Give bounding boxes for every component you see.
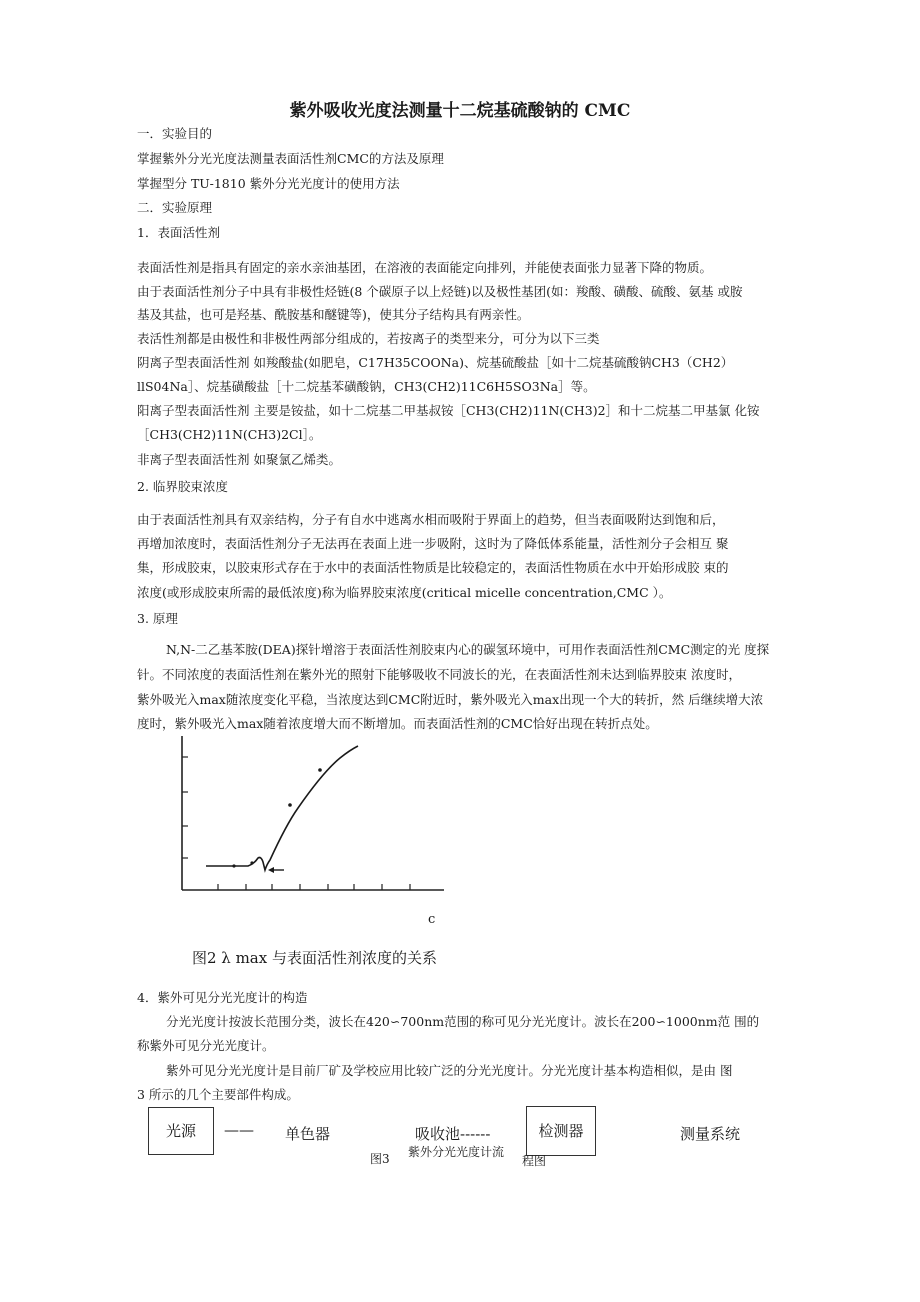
paragraph-line: 掌握型分 TU-1810 紫外分光光度计的使用方法	[137, 176, 400, 191]
x-ticks	[218, 884, 410, 890]
paragraph-line: N,N-二乙基苯胺(DEA)探针增溶于表面活性剂胶束内心的碳氢环境中，可用作表面活性剂CMC测定的光 度探	[166, 642, 770, 657]
section-heading-principle: 二．实验原理	[137, 200, 213, 215]
paragraph-line: 3 所示的几个主要部件构成。	[137, 1087, 299, 1102]
subsection-heading-theory: 3. 原理	[137, 611, 178, 626]
data-point	[232, 864, 235, 867]
paragraph-line: 分光光度计按波长范围分类，波长在420∽700nm范围的称可见分光光度计。波长在200∽1000nm范 围的	[166, 1014, 760, 1029]
light-source-box: 光源	[148, 1107, 214, 1155]
figure-3-caption-suffix: 程图	[522, 1154, 547, 1168]
connector-dash: ——	[224, 1121, 254, 1139]
paragraph-line: 紫外吸光入max随浓度变化平稳，当浓度达到CMC附近时，紫外吸光入max出现一个大的转折，然 后继续增大浓	[137, 692, 764, 707]
data-point	[250, 861, 253, 864]
data-point	[288, 803, 292, 807]
y-ticks	[182, 757, 188, 858]
detector-box: 检测器	[526, 1106, 596, 1156]
figure-3-caption-number: 图3	[370, 1152, 390, 1166]
paragraph-line: 再增加浓度时，表面活性剂分子无法再在表面上进一步吸附，这时为了降低体系能量，活性剂分子会相互 聚	[137, 536, 729, 551]
paragraph-line: 针。不同浓度的表面活性剂在紫外光的照射下能够吸收不同波长的光，在表面活性剂未达到临界胶束 浓度时，	[137, 667, 741, 682]
paragraph-line: llS04Na］、烷基磺酸盐［十二烷基苯磺酸钠，CH3(CH2)11C6H5SO3Na］等。	[137, 379, 596, 394]
subsection-heading-surfactant: 1．表面活性剂	[137, 225, 220, 240]
figure-2-caption: 图2 λ max 与表面活性剂浓度的关系	[192, 949, 437, 967]
cuvette-label: 吸收池------	[415, 1125, 491, 1143]
paragraph-line: 表面活性剂是指具有固定的亲水亲油基团，在溶液的表面能定向排列，并能使表面张力显著下降的物质。	[137, 260, 713, 275]
data-point	[318, 768, 322, 772]
paragraph-line: 称紫外可见分光光度计。	[137, 1038, 275, 1053]
paragraph-line: 阳离子型表面活性剂 主要是铵盐，如十二烷基二甲基叔铵［CH3(CH2)11N(CH3)2］和十二烷基二甲基氯 化铵	[137, 403, 760, 418]
paragraph-line: 由于表面活性剂具有双亲结构，分子有自水中逃离水相而吸附于界面上的趋势，但当表面吸附达到饱和后，	[137, 512, 725, 527]
paragraph-line: 表活性剂都是由极性和非极性两部分组成的，若按离子的类型来分，可分为以下三类	[137, 331, 600, 346]
subsection-heading-spectrophotometer: 4．紫外可见分光光度计的构造	[137, 990, 308, 1005]
paragraph-line: 集，形成胶束，以胶束形式存在于水中的表面活性物质是比较稳定的，表面活性物质在水中开始形成胶 束的	[137, 560, 729, 575]
paragraph-line: 度时，紫外吸光入max随着浓度增大而不断增加。而表面活性剂的CMC恰好出现在转折点处。	[137, 716, 658, 731]
paragraph-line: 非离子型表面活性剂 如聚氯乙烯类。	[137, 452, 341, 467]
paragraph-line: 阴离子型表面活性剂 如羧酸盐(如肥皂，C17H35COONa)、烷基硫酸盐［如十二烷基硫酸钠CH3（CH2）	[137, 355, 734, 370]
page-title: 紫外吸收光度法测量十二烷基硫酸钠的 CMC	[289, 101, 631, 121]
monochromator-label: 单色器	[285, 1125, 331, 1143]
curve-line	[206, 746, 358, 870]
paragraph-line: 紫外可见分光光度计是目前厂矿及学校应用比较广泛的分光光度计。分光光度计基本构造相似，是由 图	[166, 1063, 733, 1078]
x-axis-label: c	[428, 912, 436, 927]
figure-2-plot	[168, 730, 458, 900]
arrow-head	[268, 867, 274, 873]
paragraph-line: 浓度(或形成胶束所需的最低浓度)称为临界胶束浓度(critical micelle concentration,CMC ）。	[137, 585, 672, 600]
measurement-system-label: 测量系统	[680, 1125, 741, 1143]
paragraph-line: 掌握紫外分光光度法测量表面活性剂CMC的方法及原理	[137, 151, 444, 166]
paragraph-line: ［CH3(CH2)11N(CH3)2Cl］。	[137, 427, 322, 442]
figure-3-caption-text: 紫外分光光度计流	[408, 1145, 505, 1159]
paragraph-line: 由于表面活性剂分子中具有非极性烃链(8 个碳原子以上烃链)以及极性基团(如：羧酸、磺酸、硫酸、氨基 或胺	[137, 284, 743, 299]
subsection-heading-cmc: 2. 临界胶束浓度	[137, 479, 228, 494]
paragraph-line: 基及其盐，也可是羟基、酰胺基和醚键等)，使其分子结构具有两亲性。	[137, 307, 530, 322]
section-heading-purpose: 一．实验目的	[137, 126, 213, 141]
